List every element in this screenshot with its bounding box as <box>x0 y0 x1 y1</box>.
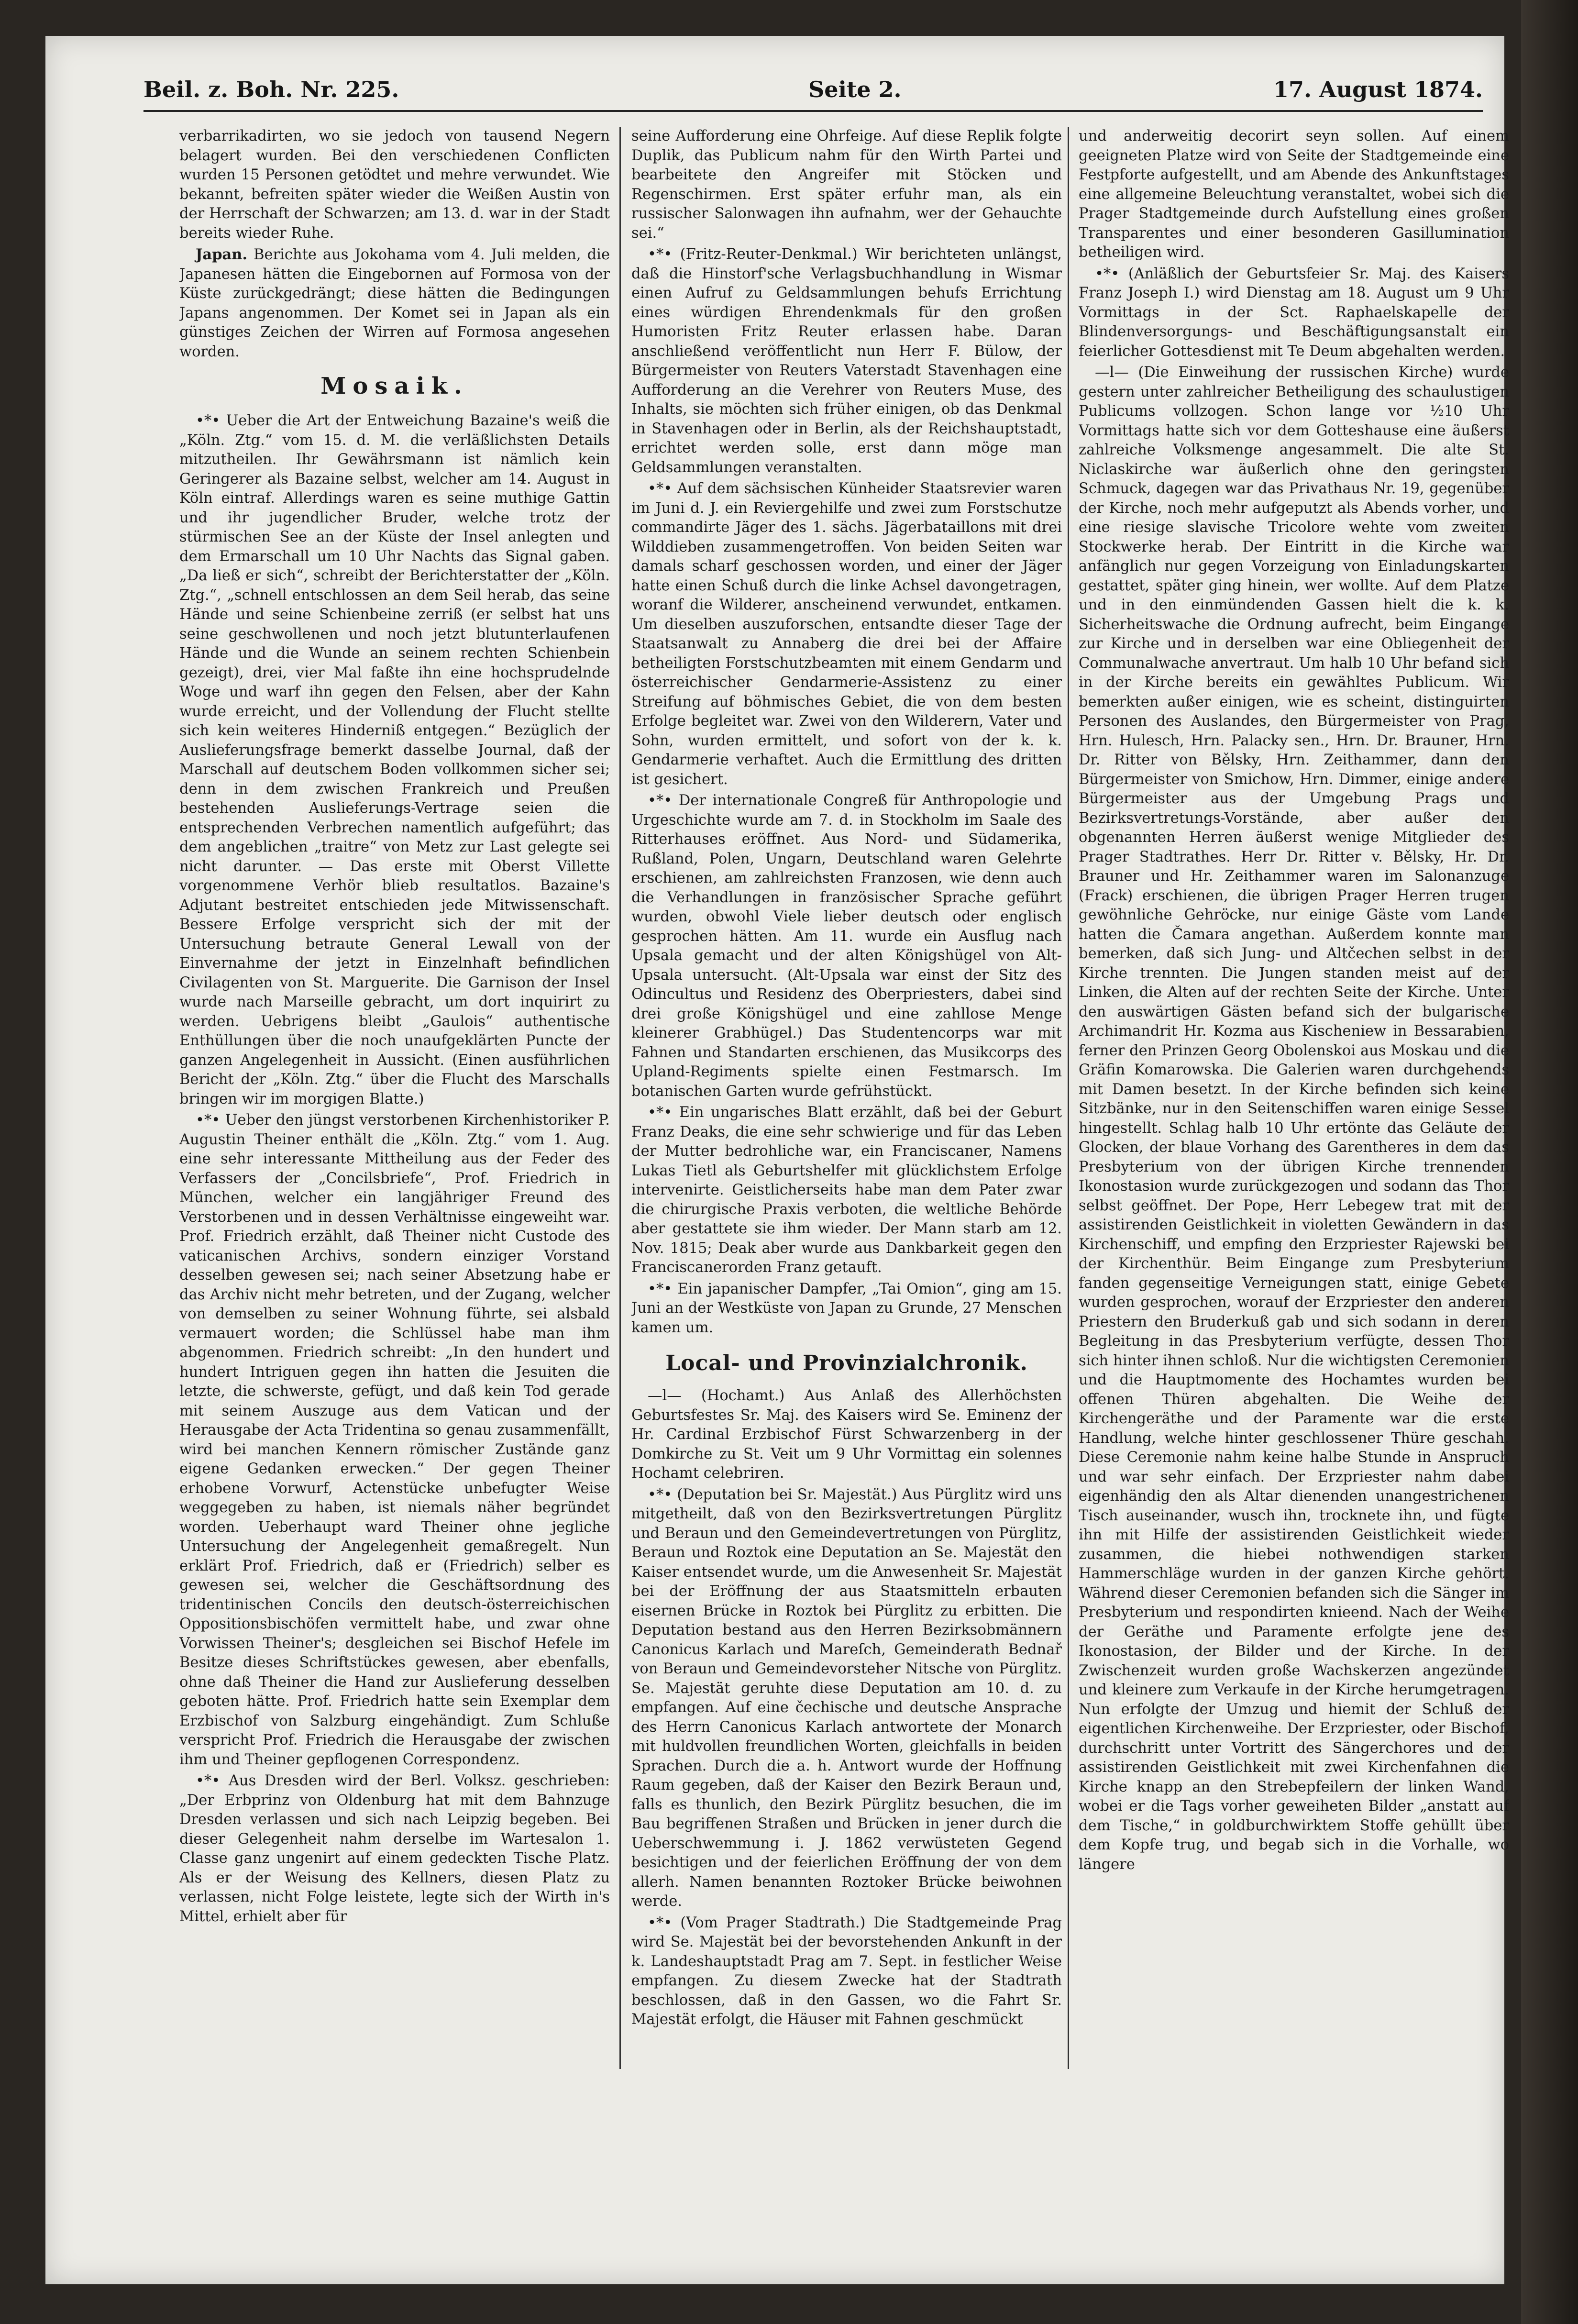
japan-item <box>179 245 610 362</box>
page-number: Seite 2. <box>808 77 902 102</box>
article-congress: •*• Der internationale Congreß für Anthropologie und Urgeschichte wurde am 7. d. in Stockholm im Saale des Ritterhauses eröffnet. Aus Nord- und Südamerika, Rußland, Polen, Ungarn, Deutschland waren Gelehrte erschienen, am zahlreichsten Franzosen, wie denn auch die Verhandlungen in französischer Sprache geführt wurden, obwohl Viele lieber deutsch oder englisch gesprochen hätten. Am 11. wurde ein Ausflug nach Upsala gemacht und der alten Königshügel von Alt-Upsala untersucht. (Alt-Upsala war einst der Sitz des Odincultus und Residenz des Oberpriesters, dabei sind drei große Königshügel und eine zahllose Menge kleinerer Grabhügel.) Das Studentencorps war mit Fahnen und Standarten erschienen, das Musikcorps des Upland-Regiments spielte einen Festmarsch. Im botanischen Garten wurde gefrühstückt. <box>631 792 1062 1100</box>
article-oldenburg-cont: seine Aufforderung eine Ohrfeige. Auf diese Replik folgte Duplik, das Publicum nahm für den Wirth Partei und bearbeitete den Angreifer mit Stöcken und Regenschirmen. Erst später erfuhr man, als ein russischer Salonwagen ihn aufnahm, wer der Gehauchte sei.“ <box>631 128 1062 242</box>
article-continuation: verbarrikadirten, wo sie jedoch von tausend Negern belagert wurden. Bei den verschiedenen Conflicten wurden 15 Personen getödtet und mehre verwundet. Wie bekannt, befreiten später wieder die Weißen Austin von der Herrschaft der Schwarzen; am 13. d. war in der Stadt bereits wieder Ruhe. <box>179 128 610 242</box>
article-theiner: •*• Ueber den jüngst verstorbenen Kirchenhistoriker P. Augustin Theiner enthält die „Köln. Ztg.“ vom 1. Aug. eine sehr interessante Mittheilung aus der Feder des Verfassers der „Concilsbriefe“, Prof. Friedrich in München, welcher ein langjähriger Freund des Verstorbenen und in dessen Verhältnisse eingeweiht war. Prof. Friedrich erzählt, daß Theiner nicht Custode des vaticanischen Archivs, sondern einziger Vorstand desselben gewesen sei; nach seiner Absetzung habe er das Archiv nicht mehr betreten, und der Zugang, welcher von demselben zu seiner Wohnung führte, sei alsbald vermauert worden; die Schlüssel habe man ihm abgenommen. Friedrich schreibt: „In den hundert und hundert Intriguen gegen ihn hatten die Jesuiten die letzte, die schwerste, gefügt, und daß kein Tod gerade mit seinem Auszuge aus dem Vatican und der Herausgabe der Acta Tridentina so genau zusammenfällt, wird bei manchen Kennern römischer Zustände ganz eigene Gedanken erwecken.“ Der gegen Theiner erhobene Vorwurf, Actenstücke unbefugter Weise weggegeben zu haben, ist niemals näher begründet worden. Ueberhaupt ward Theiner ohne jegliche Untersuchung der Angelegenheit gemaßregelt. Nun erklärt Prof. Friedrich, daß er (Friedrich) selber es gewesen sei, welcher die Geschäftsordnung des tridentinischen Concils den deutsch-österreichischen Oppositionsbischöfen vermittelt habe, und zwar ohne Vorwissen Theiner's; desgleichen sei Bischof Hefele im Besitze dieses Schriftstückes gewesen, aber ebenfalls, ohne daß Theiner die Hand zur Auslieferung desselben geboten hätte. Prof. Friedrich hatte sein Exemplar dem Erzbischof von Salzburg eingehändigt. Zum Schluße verspricht Prof. Friedrich die Herausgabe der zwischen ihm und Theiner gepflogenen Correspondenz. <box>179 1112 610 1768</box>
article-oldenburg: •*• Aus Dresden wird der Berl. Volksz. geschrieben: „Der Erbprinz von Oldenburg hat mit dem Bahnzuge Dresden verlassen und sich nach Leipzig begeben. Bei dieser Gelegenheit nahm derselbe im Wartesalon 1. Classe ganz ungenirt auf einem gedeckten Tische Platz. Als er der Weisung des Kellners, diesen Platz zu verlassen, nicht Folge leistete, legte sich der Wirth in's Mittel, erhielt aber für <box>179 1772 610 1925</box>
binding-spine <box>1521 0 1578 2324</box>
article-dampfer: •*• Ein japanischer Dampfer, „Tai Omion“, ging am 15. Juni an der Westküste von Japan zu Grunde, 27 Menschen kamen um. <box>631 1280 1062 1336</box>
japan-text: Berichte aus Jokohama vom 4. Juli melden, die Japanesen hätten die Eingebornen auf Formosa von der Küste zurückgedrängt; diese hätten die Bedingungen Japans angenommen. Der Komet sei in Japan als ein günstiges Zeichen der Wirren auf Formosa angesehen worden. <box>179 246 610 360</box>
article-deputation: •*• (Deputation bei Sr. Majestät.) Aus Pürglitz wird uns mitgetheilt, daß von den Bezirksvertretungen Pürglitz und Beraun und den Gemeindevertretungen von Pürglitz, Beraun und Roztok eine Deputation an Se. Majestät den Kaiser entsendet wurde, um die Anwesenheit Sr. Majestät bei der Eröffnung der aus Staatsmitteln erbauten eisernen Brücke in Roztok bei Pürglitz zu erbitten. Die Deputation bestand aus den Herren Bezirksobmännern Canonicus Karlach und Mareſch, Gemeinderath Bednař von Beraun und Gemeindevorsteher Nitsche von Pürglitz. Se. Majestät geruhte diese Deputation am 10. d. zu empfangen. Auf eine čechische und deutsche Ansprache des Herrn Canonicus Karlach antwortete der Monarch mit huldvollen freundlichen Worten, gleichfalls in beiden Sprachen. Durch die a. h. Antwort wurde der Hoffnung Raum gegeben, daß der Kaiser den Bezirk Beraun und, falls es thunlich, den Bezirk Pürglitz besuchen, die im Bau begriffenen Straßen und Brücken in jener durch die Ueberschwemmung i. J. 1862 verwüsteten Gegend besichtigen und der feierlichen Eröffnung der von dem allerh. Namen benannten Roztoker Brücke beiwohnen werde. <box>631 1486 1062 1910</box>
column-3 <box>1079 127 1509 2069</box>
article-stadtrath-cont: und anderweitig decorirt seyn sollen. Auf einem geeigneten Platze wird von Seite der Stadtgemeinde eine Festpforte aufgestellt, und am Abende des Ankunftstages eine allgemeine Beleuchtung veranstaltet, wobei sich die Prager Stadtgemeinde durch Aufstellung eines großen Transparentes und einer besonderen Gasillumination betheiligen wird. <box>1079 128 1509 261</box>
article-stadtrath: •*• (Vom Prager Stadtrath.) Die Stadtgemeinde Prag wird Se. Majestät bei der bevorstehenden Ankunft in der k. Landeshauptstadt Prag am 7. Sept. in festlicher Weise empfangen. Zu diesem Zwecke hat der Stadtrath beschlossen, daß in den Gassen, wo die Fahrt Sr. Majestät erfolgt, die Häuser mit Fahnen geschmückt <box>631 1914 1062 2028</box>
section-title-lokal: Local- und Provinzialchronik. <box>665 1351 1028 1375</box>
article-reuter: •*• (Fritz-Reuter-Denkmal.) Wir berichteten unlängst, daß die Hinstorf'sche Verlagsbuchhandlung in Wismar einen Aufruf zu Geldsammlungen behufs Errichtung eines würdigen Ehrendenkmals für den großen Humoristen Fritz Reuter erlassen habe. Daran anschließend veröffentlicht nun Herr F. Bülow, der Bürgermeister von Reuters Vaterstadt Stavenhagen eine Aufforderung an die Verehrer von Reuters Muse, des Inhalts, sie möchten sich früher einigen, ob das Denkmal in Stavenhagen oder in Berlin, als der Reichshauptstadt, errichtet werden solle, erst dann möge man Geldsammlungen veranstalten. <box>631 246 1062 476</box>
column-1 <box>179 127 610 2069</box>
article-hochamt: —l— (Hochamt.) Aus Anlaß des Allerhöchsten Geburtsfestes Sr. Maj. des Kaisers wird Se. Eminenz der Hr. Cardinal Erzbischof Fürst Schwarzenberg in der Domkirche zu St. Veit um 9 Uhr Vormittag ein solennes Hochamt celebriren. <box>631 1387 1062 1482</box>
article-bazaine: •*• Ueber die Art der Entweichung Bazaine's weiß die „Köln. Ztg.“ vom 15. d. M. die verläßlichsten Details mitzutheilen. Ihr Gewährsmann ist nämlich kein Geringerer als Bazaine selbst, welcher am 14. August in Köln eintraf. Allerdings waren es seine muthige Gattin und ihr jugendlicher Bruder, welche trotz der stürmischen See an der Küste der Insel anlegten und dem Ermarschall um 10 Uhr Nachts das Signal gaben. „Da ließ er sich“, schreibt der Berichterstatter der „Köln. Ztg.“, „schnell entschlossen an dem Seil herab, das seine Hände und seine Schienbeine zerriß (er selbst hat uns seine geschwollenen und noch jetzt blutunterlaufenen Hände und die Wunde an seinem rechten Schienbein gezeigt), drei, vier Mal faßte ihn eine hochsprudelnde Woge und warf ihn gegen den Felsen, aber der Kahn wurde erreicht, und der Vollendung der Flucht stellte sich kein weiteres Hinderniß entgegen.“ Bezüglich der Auslieferungsfrage bemerkt dasselbe Journal, daß der Marschall auf deutschem Boden vollkommen sicher sei; denn in dem zwischen Frankreich und Preußen bestehenden Auslieferungs-Vertrage seien die entsprechenden Verbrechen namentlich aufgeführt; das dem angeblichen „traitre“ von Metz zur Last gelegte sei nicht darunter. — Das erste mit Oberst Villette vorgenommene Verhör blieb resultatlos. Bazaine's Adjutant bestreitet entschieden jede Mitwissenschaft. Bessere Erfolge verspricht sich der mit der Untersuchung betraute General Lewall von der Einvernahme der jetzt in Einzelnhaft befindlichen Civilagenten von St. Marguerite. Die Garnison der Insel wurde nach Marseille gebracht, um dort inquirirt zu werden. Uebrigens bleibt „Gaulois“ authentische Enthüllungen über die noch unaufgeklärten Puncte der ganzen Angelegenheit in Aussicht. (Einen ausführlichen Bericht der „Köln. Ztg.“ über die Flucht des Marschalls bringen wir im morgigen Blatte.) <box>179 412 610 1107</box>
japan-label: Japan. <box>196 246 248 263</box>
article-deak: •*• Ein ungarisches Blatt erzählt, daß bei der Geburt Franz Deaks, die eine sehr schwierige und für das Leben der Mutter bedrohliche war, ein Franciscaner, Namens Lukas Tietl als Geburtshelfer mit glücklichstem Erfolge intervenirte. Geistlicherseits habe man dem Pater zwar die chirurgische Praxis verboten, die weltliche Behörde aber gestattete sie ihm wieder. Der Mann starb am 12. Nov. 1815; Deak aber wurde aus Dankbarkeit gegen den Franciscanerorden Franz getauft. <box>631 1104 1062 1276</box>
section-title-mosaik: Mosaik. <box>320 373 469 399</box>
article-geburtsfeier: •*• (Anläßlich der Geburtsfeier Sr. Maj. des Kaisers Franz Joseph I.) wird Dienstag am 18. August um 9 Uhr Vormittags in der Sct. Raphaelskapelle der Blindenversorgungs- und Beschäftigungsanstalt ein feierlicher Gottesdienst mit Te Deum abgehalten werden. <box>1079 265 1509 360</box>
article-wilddiebe: •*• Auf dem sächsischen Künheider Staatsrevier waren im Juni d. J. ein Reviergehilfe und zwei zum Forstschutze commandirte Jäger des 1. sächs. Jägerbataillons mit drei Wilddieben zusammengetroffen. Von beiden Seiten war damals scharf geschossen worden, und einer der Jäger hatte einen Schuß durch die linke Achsel davongetragen, woranf die Wilderer, anscheinend verwundet, entkamen. Um dieselben auszuforschen, entsandte dieser Tage der Staatsanwalt zu Annaberg die drei bei der Affaire betheiligten Forstschutzbeamten mit einem Gendarm und österreichischer Gendarmerie-Assistenz zu einer Streifung auf böhmisches Gebiet, die von dem besten Erfolge begleitet war. Zwei von den Wilderern, Vater und Sohn, wurden ermittelt, und sofort von der k. k. Gendarmerie verhaftet. Auch die Ermittlung des dritten ist gesichert. <box>631 480 1062 788</box>
column-2 <box>631 127 1062 2069</box>
issue-label: Beil. z. Boh. Nr. 225. <box>143 77 399 102</box>
issue-date: 17. August 1874. <box>1273 77 1483 102</box>
column-rule-1 <box>619 127 621 2069</box>
page-header <box>143 77 1483 112</box>
article-russische-kirche: —l— (Die Einweihung der russischen Kirche) wurde gestern unter zahlreicher Betheiligung des schaulustigen Publicums vollzogen. Schon lange vor ½10 Uhr Vormittags hatte sich vor dem Gotteshause eine äußerst zahlreiche Volksmenge angesammelt. Die alte St. Niclaskirche war äußerlich ohne den geringsten Schmuck, dagegen war das Privathaus Nr. 19, gegenüber der Kirche, noch mehr aufgeputzt als Abends vorher, und eine riesige slavische Tricolore wehte vom zweiten Stockwerke herab. Der Eintritt in die Kirche war anfänglich nur gegen Vorzeigung von Einladungskarten gestattet, später ging hinein, wer wollte. Auf dem Platze und in den einmündenden Gassen hielt die k. k. Sicherheitswache die Ordnung aufrecht, beim Eingange zur Kirche und in derselben war eine Obliegenheit der Communalwache anvertraut. Um halb 10 Uhr befand sich in der Kirche bereits ein gewähltes Publicum. Wir bemerkten außer einigen, wie es scheint, distinguirten Personen des Auslandes, den Bürgermeister von Prag, Hrn. Hulesch, Hrn. Palacky sen., Hrn. Dr. Brauner, Hrn. Dr. Ritter von Bělsky, Hrn. Zeithammer, dann den Bürgermeister von Smichow, Hrn. Dimmer, einige andere Bürgermeister aus der Umgebung Prags und Bezirksvertretungs-Vorstände, aber außer den obgenannten Herren äußerst wenige Mitglieder des Prager Stadtrathes. Herr Dr. Ritter v. Bělsky, Hr. Dr. Brauner und Hr. Zeithammer waren im Salonanzuge (Frack) erschienen, die übrigen Prager Herren trugen gewöhnliche Gehröcke, nur einige Gäste vom Lande hatten die Čamara angethan. Außerdem konnte man bemerken, daß sich Jung- und Altčechen selbst in der Kirche trennten. Die Jungen standen meist auf der Linken, die Alten auf der rechten Seite der Kirche. Unter den auswärtigen Gästen befand sich der bulgarische Archimandrit Hr. Kozma aus Kischeniew in Bessarabien, ferner den Prinzen Georg Obolenskoi aus Moskau und die Gräfin Komarowska. Die Galerien waren durchgehends mit Damen besetzt. In der Kirche befinden sich keine Sitzbänke, nur in den Seitenschiffen waren einige Sessel hingestellt. Schlag halb 10 Uhr ertönte das Geläute der Glocken, der blaue Vorhang des Garentheres in dem das Presbyterium von der übrigen Kirche trennenden Ikonostasion wurde zurückgezogen und sodann das Thor selbst geöffnet. Der Pope, Herr Lebegew trat mit der assistirenden Geistlichkeit in violetten Gewändern in das Kirchenschiff, und empfing den Erzpriester Rajewski bei der Kirchenthür. Beim Eingange zum Presbyterium fanden gegenseitige Verneigungen statt, einige Gebete wurden gesprochen, worauf der Erzpriester den anderen Priestern den Bruderkuß gab und sich sodann in deren Begleitung in das Presbyterium verfügte, dessen Thor sich hinter ihnen schloß. Nur die wichtigsten Ceremonien und die Hauptmomente des Hochamtes wurden bei offenen Thüren abgehalten. Die Weihe der Kirchengeräthe und der Paramente war die erste Handlung, welche hinter geschlossener Thüre geschah. Diese Ceremonie nahm keine halbe Stunde in Anspruch und war sehr einfach. Der Erzpriester nahm dabei eigenhändig den als Altar dienenden unangestrichenen Tisch auseinander, wusch ihn, trocknete ihn, und fügte ihn mit Hilfe der assistirenden Geistlichkeit wieder zusammen, die hiebei nothwendigen starken Hammerschläge wurden in der ganzen Kirche gehört. Während dieser Ceremonien befanden sich die Sänger im Presbyterium und respondirten knieend. Nach der Weihe der Geräthe und Paramente erfolgte jene des Ikonostasion, der Bilder und der Kirche. In der Zwischenzeit wurden große Wachskerzen angezündet und kleinere zum Verkaufe in der Kirche herumgetragen. Nun erfolgte der Umzug und hiemit der Schluß der eigentlichen Kirchenweihe. Der Erzpriester, oder Bischof, durchschritt unter Vortritt des Sängerchores und der assistirenden Geistlichkeit mit zwei Kirchenfahnen die Kirche knapp an den Strebepfeilern der linken Wand, wobei er die Tags vorher geweiheten Bilder „anstatt auf dem Tische,“ in goldburchwirktem Stoffe gehüllt über dem Kopfe trug, und begab sich in die Vorhalle, wo längere <box>1079 364 1509 1873</box>
column-rule-2 <box>1068 127 1069 2069</box>
